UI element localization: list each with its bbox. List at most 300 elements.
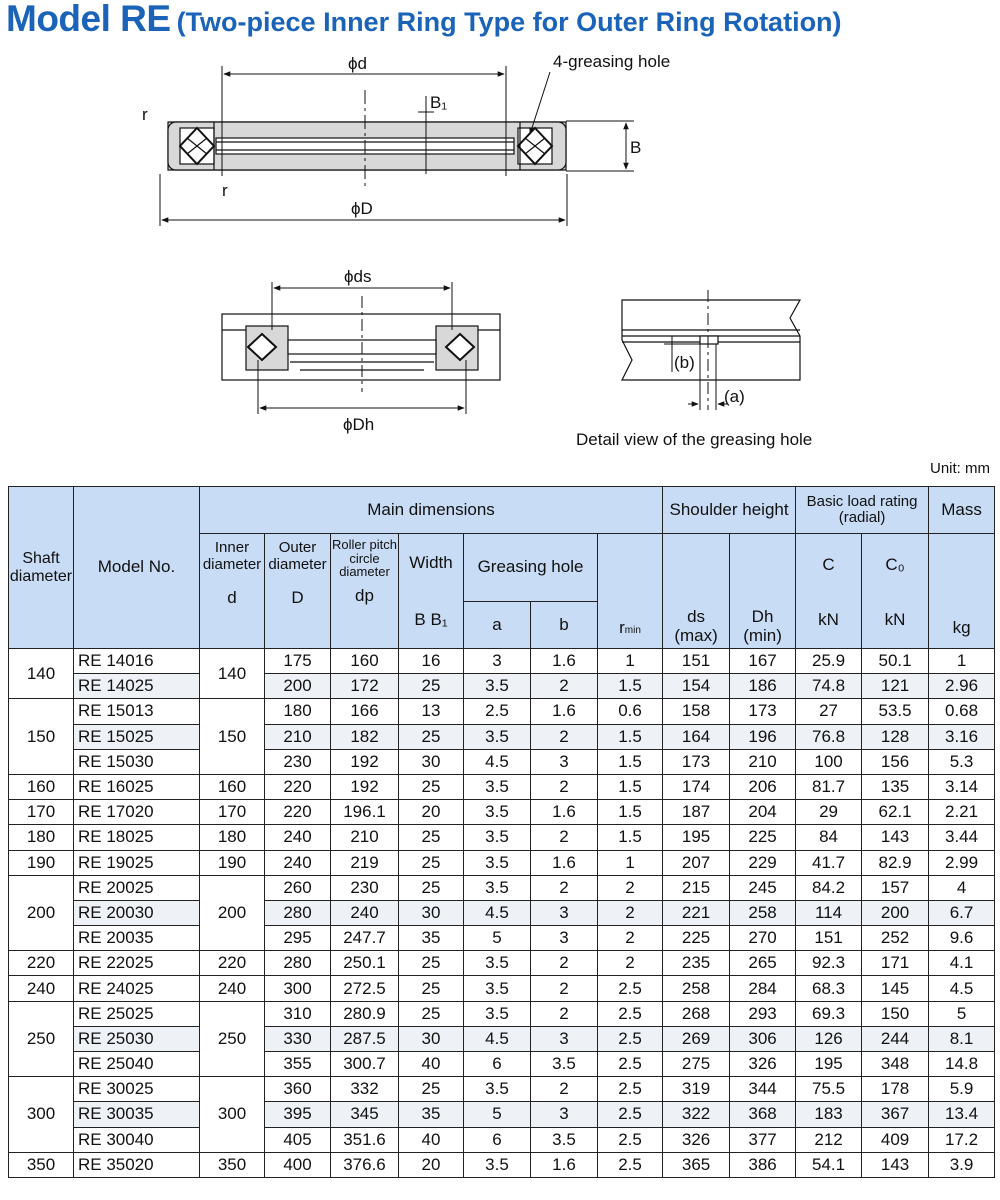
cell-width: 25: [399, 774, 464, 799]
cell-load-c0: 143: [862, 825, 929, 850]
cell-dh: 210: [730, 749, 796, 774]
cell-greasing-a: 3.5: [464, 674, 531, 699]
cell-load-c0: 348: [862, 1052, 929, 1077]
cell-dh: 306: [730, 1026, 796, 1051]
cell-greasing-b: 2: [531, 976, 598, 1001]
cell-pitch-diameter: 247.7: [331, 926, 399, 951]
cell-greasing-a: 4.5: [464, 900, 531, 925]
cell-pitch-diameter: 192: [331, 774, 399, 799]
cell-greasing-a: 3: [464, 649, 531, 674]
unit-label: Unit: mm: [930, 460, 990, 477]
cell-load-c0: 409: [862, 1127, 929, 1152]
cell-greasing-a: 3.5: [464, 1152, 531, 1177]
cell-inner-diameter: 220: [200, 951, 265, 976]
header-a: a: [464, 602, 531, 649]
cell-inner-diameter: 140: [200, 649, 265, 699]
cell-rmin: 1: [598, 850, 663, 875]
table-row: [9, 1077, 995, 1102]
cell-mass: 8.1: [929, 1026, 995, 1051]
cell-greasing-b: 3: [531, 1026, 598, 1051]
cell-load-c: 69.3: [796, 1001, 862, 1026]
header-dh-text: Dh (min): [743, 606, 782, 646]
cell-shaft-diameter: 250: [9, 1001, 74, 1077]
cell-load-c0: 82.9: [862, 850, 929, 875]
cell-model-no: RE 35020: [74, 1152, 200, 1177]
dim-D-label: ϕD: [351, 199, 373, 218]
cell-load-c0: 50.1: [862, 649, 929, 674]
header-mass: Mass: [929, 487, 995, 534]
cell-outer-diameter: 280: [265, 951, 331, 976]
cell-load-c: 75.5: [796, 1077, 862, 1102]
cell-mass: 3.9: [929, 1152, 995, 1177]
cell-inner-diameter: 200: [200, 875, 265, 951]
cell-mass: 17.2: [929, 1127, 995, 1152]
cell-mass: 6.7: [929, 900, 995, 925]
header-main-dims: Main dimensions: [200, 487, 663, 534]
header-load: Basic load rating (radial): [796, 487, 929, 534]
cell-shaft-diameter: 190: [9, 850, 74, 875]
cell-greasing-b: 1.6: [531, 699, 598, 724]
cell-rmin: 1.5: [598, 674, 663, 699]
header-kn2: kN: [884, 609, 906, 629]
cell-load-c0: 121: [862, 674, 929, 699]
dim-b-label: B: [630, 138, 642, 157]
header-width: [399, 534, 464, 649]
cell-outer-diameter: 395: [265, 1102, 331, 1127]
cell-dh: 206: [730, 774, 796, 799]
cell-outer-diameter: 240: [265, 825, 331, 850]
cell-load-c: 151: [796, 926, 862, 951]
cell-ds: 322: [663, 1102, 730, 1127]
cross-section-shoulder: [222, 296, 500, 392]
cell-model-no: RE 15030: [74, 749, 200, 774]
cell-shaft-diameter: 150: [9, 699, 74, 775]
cell-greasing-a: 3.5: [464, 724, 531, 749]
cell-rmin: 2.5: [598, 1052, 663, 1077]
cell-mass: 4: [929, 875, 995, 900]
table-row: [9, 825, 995, 850]
table-row: [9, 850, 995, 875]
cell-load-c: 183: [796, 1102, 862, 1127]
cell-inner-diameter: 350: [200, 1152, 265, 1177]
table-body: [9, 649, 995, 1178]
table-row: [9, 926, 995, 951]
cell-load-c: 76.8: [796, 724, 862, 749]
cell-shaft-diameter: 160: [9, 774, 74, 799]
title-sub: (Two-piece Inner Ring Type for Outer Ring Rotation): [176, 7, 842, 37]
cell-greasing-b: 1.6: [531, 850, 598, 875]
cell-shaft-diameter: 350: [9, 1152, 74, 1177]
cell-pitch-diameter: 210: [331, 825, 399, 850]
cell-mass: 3.16: [929, 724, 995, 749]
cell-ds: 235: [663, 951, 730, 976]
table-row: [9, 774, 995, 799]
header-inner: [200, 534, 265, 649]
cell-greasing-b: 3.5: [531, 1052, 598, 1077]
header-pitch-label: Roller pitch circle diameter: [331, 537, 398, 580]
table-row: [9, 1127, 995, 1152]
header-bb1: B B₁: [414, 609, 448, 629]
cell-dh: 284: [730, 976, 796, 1001]
cell-load-c: 92.3: [796, 951, 862, 976]
cell-model-no: RE 14016: [74, 649, 200, 674]
header-greasing: Greasing hole: [464, 534, 598, 602]
cell-outer-diameter: 220: [265, 774, 331, 799]
header-ds-text: ds (max): [674, 606, 718, 646]
table-row: [9, 1026, 995, 1051]
cell-outer-diameter: 405: [265, 1127, 331, 1152]
cell-outer-diameter: 280: [265, 900, 331, 925]
cell-rmin: 1.5: [598, 800, 663, 825]
header-kg: kg: [929, 534, 995, 649]
cell-model-no: RE 25040: [74, 1052, 200, 1077]
table-row: [9, 1001, 995, 1026]
cell-pitch-diameter: 376.6: [331, 1152, 399, 1177]
cell-ds: 187: [663, 800, 730, 825]
cell-dh: 204: [730, 800, 796, 825]
cell-greasing-b: 2: [531, 674, 598, 699]
cell-greasing-b: 2: [531, 1077, 598, 1102]
cell-inner-diameter: 170: [200, 800, 265, 825]
cell-pitch-diameter: 172: [331, 674, 399, 699]
cell-width: 25: [399, 850, 464, 875]
cell-outer-diameter: 300: [265, 976, 331, 1001]
cell-load-c0: 128: [862, 724, 929, 749]
header-D: D: [291, 588, 304, 607]
cell-pitch-diameter: 287.5: [331, 1026, 399, 1051]
cell-rmin: 2.5: [598, 1127, 663, 1152]
cell-rmin: 2: [598, 900, 663, 925]
cell-shaft-diameter: 140: [9, 649, 74, 699]
header-model: Model No.: [74, 487, 200, 649]
cell-ds: 319: [663, 1077, 730, 1102]
cell-outer-diameter: 330: [265, 1026, 331, 1051]
header-shoulder: Shoulder height: [663, 487, 796, 534]
cell-greasing-b: 2: [531, 825, 598, 850]
cell-dh: 245: [730, 875, 796, 900]
cell-pitch-diameter: 160: [331, 649, 399, 674]
cell-greasing-a: 3.5: [464, 976, 531, 1001]
cell-rmin: 1.5: [598, 774, 663, 799]
cell-mass: 5.3: [929, 749, 995, 774]
header-kn1: kN: [818, 609, 839, 629]
cell-greasing-b: 1.6: [531, 1152, 598, 1177]
cell-greasing-b: 2: [531, 951, 598, 976]
cell-load-c: 54.1: [796, 1152, 862, 1177]
cell-mass: 14.8: [929, 1052, 995, 1077]
cell-width: 25: [399, 1077, 464, 1102]
cell-rmin: 2.5: [598, 1026, 663, 1051]
cell-load-c0: 135: [862, 774, 929, 799]
cell-pitch-diameter: 351.6: [331, 1127, 399, 1152]
cell-load-c0: 200: [862, 900, 929, 925]
cell-mass: 4.5: [929, 976, 995, 1001]
cell-width: 25: [399, 976, 464, 1001]
bearing-diagram: [0, 44, 1000, 454]
cell-mass: 3.44: [929, 825, 995, 850]
cell-pitch-diameter: 166: [331, 699, 399, 724]
cell-load-c0: 367: [862, 1102, 929, 1127]
cell-greasing-a: 3.5: [464, 850, 531, 875]
cell-dh: 326: [730, 1052, 796, 1077]
header-rmin: [598, 534, 663, 649]
cell-load-c0: 171: [862, 951, 929, 976]
cell-rmin: 0.6: [598, 699, 663, 724]
cell-ds: 365: [663, 1152, 730, 1177]
cell-shaft-diameter: 170: [9, 800, 74, 825]
cell-rmin: 1.5: [598, 724, 663, 749]
table-row: [9, 724, 995, 749]
cell-greasing-a: 3.5: [464, 774, 531, 799]
table-row: [9, 1052, 995, 1077]
table-row: [9, 649, 995, 674]
cell-outer-diameter: 400: [265, 1152, 331, 1177]
cell-dh: 196: [730, 724, 796, 749]
cell-mass: 13.4: [929, 1102, 995, 1127]
detail-caption: Detail view of the greasing hole: [576, 430, 813, 449]
cell-greasing-a: 4.5: [464, 749, 531, 774]
cell-greasing-a: 6: [464, 1052, 531, 1077]
cell-inner-diameter: 150: [200, 699, 265, 775]
cell-width: 20: [399, 1152, 464, 1177]
cell-load-c0: 53.5: [862, 699, 929, 724]
dim-d-label: ϕd: [348, 54, 367, 73]
cell-model-no: RE 17020: [74, 800, 200, 825]
cell-dh: 186: [730, 674, 796, 699]
cell-ds: 164: [663, 724, 730, 749]
cell-load-c0: 145: [862, 976, 929, 1001]
cell-model-no: RE 16025: [74, 774, 200, 799]
page-title: [6, 0, 842, 42]
header-d: d: [227, 588, 237, 607]
cell-outer-diameter: 230: [265, 749, 331, 774]
cell-greasing-a: 3.5: [464, 875, 531, 900]
cell-rmin: 1.5: [598, 825, 663, 850]
cell-ds: 275: [663, 1052, 730, 1077]
cell-ds: 154: [663, 674, 730, 699]
cell-model-no: RE 20025: [74, 875, 200, 900]
cell-greasing-a: 6: [464, 1127, 531, 1152]
cell-pitch-diameter: 192: [331, 749, 399, 774]
cell-mass: 3.14: [929, 774, 995, 799]
dim-dh-label: ϕDh: [343, 415, 375, 434]
cell-pitch-diameter: 345: [331, 1102, 399, 1127]
cell-rmin: 2.5: [598, 976, 663, 1001]
header-width-label: Width: [409, 553, 453, 572]
cell-model-no: RE 18025: [74, 825, 200, 850]
table-row: [9, 1102, 995, 1127]
cell-mass: 1: [929, 649, 995, 674]
cell-ds: 215: [663, 875, 730, 900]
cell-mass: 9.6: [929, 926, 995, 951]
cell-dh: 368: [730, 1102, 796, 1127]
cell-ds: 174: [663, 774, 730, 799]
cell-greasing-a: 5: [464, 1102, 531, 1127]
cell-model-no: RE 20035: [74, 926, 200, 951]
cell-load-c: 81.7: [796, 774, 862, 799]
cell-pitch-diameter: 272.5: [331, 976, 399, 1001]
cell-model-no: RE 14025: [74, 674, 200, 699]
cell-outer-diameter: 295: [265, 926, 331, 951]
title-main: Model RE: [6, 0, 171, 39]
header-shaft: Shaft diameter: [9, 487, 74, 649]
cell-model-no: RE 15025: [74, 724, 200, 749]
cell-load-c: 74.8: [796, 674, 862, 699]
table-row: [9, 900, 995, 925]
cell-greasing-b: 3: [531, 900, 598, 925]
cell-width: 20: [399, 800, 464, 825]
cell-dh: 265: [730, 951, 796, 976]
cell-ds: 225: [663, 926, 730, 951]
cell-greasing-b: 2: [531, 1001, 598, 1026]
cell-load-c: 114: [796, 900, 862, 925]
header-C: [796, 534, 862, 649]
cell-width: 35: [399, 926, 464, 951]
header-C0: [862, 534, 929, 649]
cell-greasing-b: 2: [531, 774, 598, 799]
cell-width: 25: [399, 951, 464, 976]
detail-b-label: (b): [674, 353, 695, 372]
cell-width: 40: [399, 1052, 464, 1077]
cell-model-no: RE 30025: [74, 1077, 200, 1102]
cell-inner-diameter: 180: [200, 825, 265, 850]
cell-greasing-b: 3: [531, 926, 598, 951]
cell-rmin: 2: [598, 875, 663, 900]
cell-outer-diameter: 310: [265, 1001, 331, 1026]
cell-load-c0: 150: [862, 1001, 929, 1026]
cell-ds: 268: [663, 1001, 730, 1026]
cell-ds: 158: [663, 699, 730, 724]
cell-greasing-b: 1.6: [531, 649, 598, 674]
cell-greasing-a: 3.5: [464, 1077, 531, 1102]
cell-load-c: 41.7: [796, 850, 862, 875]
cell-outer-diameter: 180: [265, 699, 331, 724]
cell-pitch-diameter: 240: [331, 900, 399, 925]
cell-dh: 293: [730, 1001, 796, 1026]
cell-dh: 344: [730, 1077, 796, 1102]
cell-width: 30: [399, 900, 464, 925]
cell-outer-diameter: 355: [265, 1052, 331, 1077]
cell-greasing-b: 1.6: [531, 800, 598, 825]
cell-pitch-diameter: 182: [331, 724, 399, 749]
header-dp: dp: [355, 585, 374, 605]
cell-greasing-a: 3.5: [464, 1001, 531, 1026]
dim-ds-label: ϕds: [344, 267, 372, 286]
cell-pitch-diameter: 230: [331, 875, 399, 900]
cell-shaft-diameter: 200: [9, 875, 74, 951]
cell-rmin: 2.5: [598, 1001, 663, 1026]
cell-greasing-b: 2: [531, 724, 598, 749]
specification-table: [8, 486, 995, 1178]
table-row: [9, 674, 995, 699]
cell-pitch-diameter: 250.1: [331, 951, 399, 976]
cell-inner-diameter: 300: [200, 1077, 265, 1153]
table-row: [9, 699, 995, 724]
cell-load-c: 84.2: [796, 875, 862, 900]
cell-greasing-a: 2.5: [464, 699, 531, 724]
cell-model-no: RE 25025: [74, 1001, 200, 1026]
header-outer: [265, 534, 331, 649]
cell-shaft-diameter: 240: [9, 976, 74, 1001]
cell-greasing-b: 2: [531, 875, 598, 900]
table-row: [9, 1152, 995, 1177]
cell-rmin: 1.5: [598, 749, 663, 774]
cell-width: 16: [399, 649, 464, 674]
cell-width: 40: [399, 1127, 464, 1152]
cell-greasing-a: 3.5: [464, 825, 531, 850]
header-outer-label: Outer diameter: [268, 539, 327, 573]
cell-greasing-a: 3.5: [464, 951, 531, 976]
cell-load-c0: 252: [862, 926, 929, 951]
cell-width: 30: [399, 749, 464, 774]
cell-rmin: 2: [598, 926, 663, 951]
header-C0-label: C₀: [885, 555, 905, 574]
cell-load-c0: 157: [862, 875, 929, 900]
cell-inner-diameter: 190: [200, 850, 265, 875]
cell-load-c: 29: [796, 800, 862, 825]
cell-rmin: 2.5: [598, 1102, 663, 1127]
cell-model-no: RE 24025: [74, 976, 200, 1001]
cell-shaft-diameter: 180: [9, 825, 74, 850]
cell-pitch-diameter: 280.9: [331, 1001, 399, 1026]
header-rmin-r: r: [619, 618, 625, 638]
header-pitch: [331, 534, 399, 649]
cell-load-c: 100: [796, 749, 862, 774]
cell-load-c0: 244: [862, 1026, 929, 1051]
cell-width: 30: [399, 1026, 464, 1051]
cell-ds: 173: [663, 749, 730, 774]
cell-mass: 5.9: [929, 1077, 995, 1102]
cell-mass: 2.96: [929, 674, 995, 699]
cell-mass: 2.99: [929, 850, 995, 875]
cell-model-no: RE 20030: [74, 900, 200, 925]
cell-shaft-diameter: 300: [9, 1077, 74, 1153]
cell-model-no: RE 22025: [74, 951, 200, 976]
cell-dh: 229: [730, 850, 796, 875]
detail-a-label: (a): [724, 387, 745, 406]
cell-dh: 377: [730, 1127, 796, 1152]
cell-ds: 258: [663, 976, 730, 1001]
header-dh: [730, 534, 796, 649]
cell-pitch-diameter: 300.7: [331, 1052, 399, 1077]
dim-r-label-top: r: [142, 105, 148, 124]
cell-load-c0: 178: [862, 1077, 929, 1102]
cell-mass: 4.1: [929, 951, 995, 976]
cell-dh: 225: [730, 825, 796, 850]
cell-rmin: 2: [598, 951, 663, 976]
header-ds: [663, 534, 730, 649]
cell-load-c: 27: [796, 699, 862, 724]
cell-outer-diameter: 260: [265, 875, 331, 900]
cell-width: 35: [399, 1102, 464, 1127]
header-inner-label: Inner diameter: [202, 539, 262, 573]
cell-greasing-b: 3: [531, 1102, 598, 1127]
cell-inner-diameter: 250: [200, 1001, 265, 1077]
cell-dh: 173: [730, 699, 796, 724]
cell-width: 13: [399, 699, 464, 724]
cell-mass: 2.21: [929, 800, 995, 825]
cell-outer-diameter: 220: [265, 800, 331, 825]
greasing-hole-detail: [622, 290, 800, 410]
cell-greasing-a: 3.5: [464, 800, 531, 825]
cell-rmin: 2.5: [598, 1077, 663, 1102]
cell-ds: 269: [663, 1026, 730, 1051]
greasing-hole-label: 4-greasing hole: [553, 52, 671, 71]
header-b: b: [531, 602, 598, 649]
cell-width: 25: [399, 674, 464, 699]
cell-inner-diameter: 240: [200, 976, 265, 1001]
cell-pitch-diameter: 219: [331, 850, 399, 875]
